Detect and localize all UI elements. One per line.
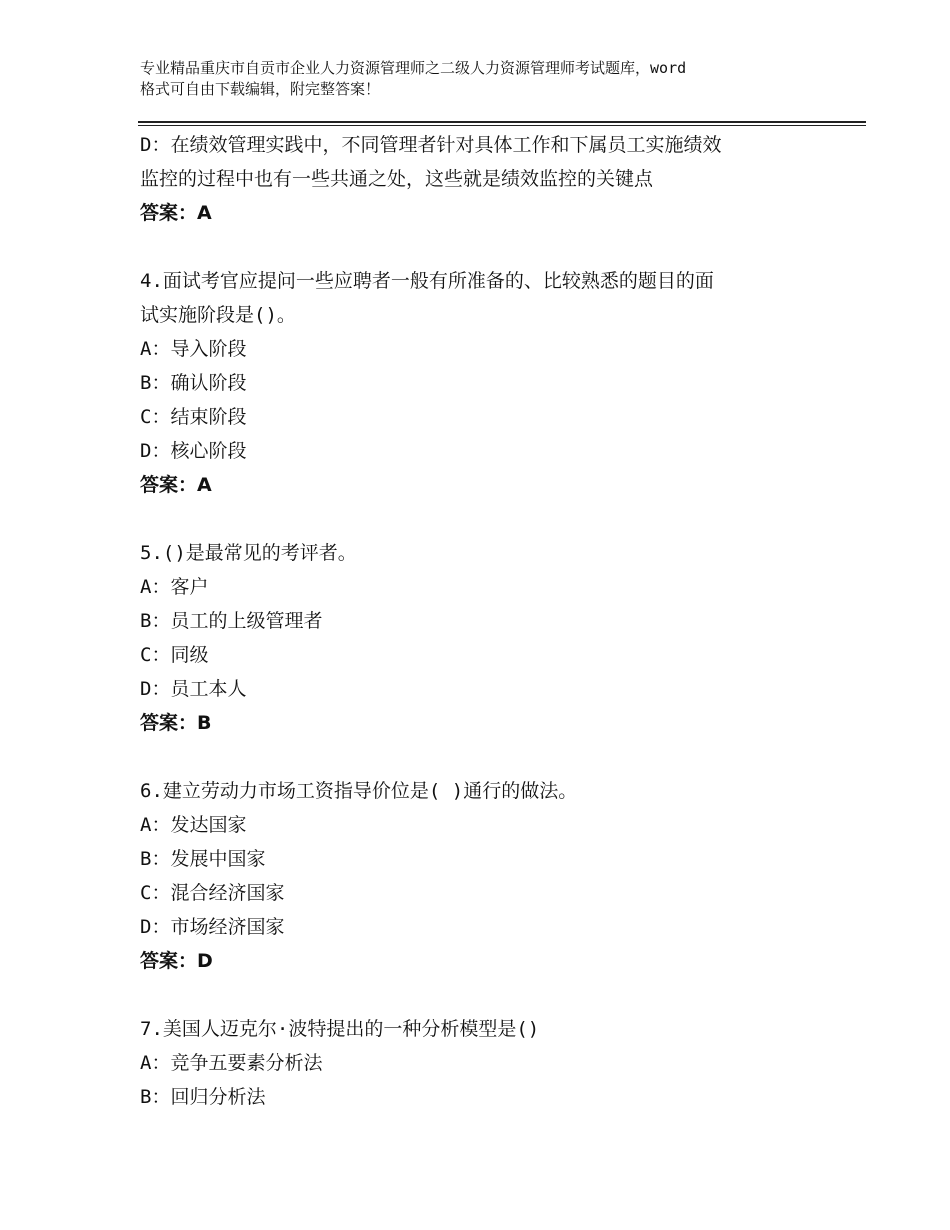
option-b: B：员工的上级管理者 <box>140 610 323 632</box>
option-d: D：核心阶段 <box>140 440 247 462</box>
spacer <box>140 502 840 536</box>
question-6 <box>140 774 840 978</box>
question-7 <box>140 1012 840 1114</box>
option-d-continued: 监控的过程中也有一些共通之处，这些就是绩效监控的关键点 <box>140 168 654 190</box>
option-a: A：导入阶段 <box>140 338 247 360</box>
header-rule-thin <box>138 125 866 126</box>
header-line-2: 格式可自由下载编辑，附完整答案！ <box>140 80 381 98</box>
answer-line: 答案：A <box>140 474 212 496</box>
option-a: A：竞争五要素分析法 <box>140 1052 323 1074</box>
question-stem: 7.美国人迈克尔·波特提出的一种分析模型是() <box>140 1018 540 1040</box>
option-a: A：客户 <box>140 576 209 598</box>
spacer <box>140 230 840 264</box>
question-stem: 5.()是最常见的考评者。 <box>140 542 357 564</box>
option-b: B：发展中国家 <box>140 848 266 870</box>
option-b: B：确认阶段 <box>140 372 247 394</box>
question-stem: 6.建立劳动力市场工资指导价位是( )通行的做法。 <box>140 780 578 802</box>
document-header <box>140 58 840 100</box>
option-a: A：发达国家 <box>140 814 247 836</box>
option-c: C：混合经济国家 <box>140 882 285 904</box>
question-list <box>140 128 840 1114</box>
answer-line: 答案：B <box>140 712 212 734</box>
question-4 <box>140 264 840 502</box>
header-rule-thick <box>138 121 866 123</box>
option-c: C：同级 <box>140 644 209 666</box>
option-c: C：结束阶段 <box>140 406 247 428</box>
answer-line: 答案：A <box>140 202 212 224</box>
option-d: D：在绩效管理实践中，不同管理者针对具体工作和下属员工实施绩效 <box>140 134 722 156</box>
header-line-1: 专业精品重庆市自贡市企业人力资源管理师之二级人力资源管理师考试题库，word <box>140 59 687 77</box>
question-stem-continued: 试实施阶段是()。 <box>140 304 296 326</box>
spacer <box>140 740 840 774</box>
option-b: B：回归分析法 <box>140 1086 266 1108</box>
option-d: D：市场经济国家 <box>140 916 285 938</box>
answer-line: 答案：D <box>140 950 213 972</box>
option-d: D：员工本人 <box>140 678 247 700</box>
question-stem: 4.面试考官应提问一些应聘者一般有所准备的、比较熟悉的题目的面 <box>140 270 714 292</box>
question-3-tail <box>140 128 840 230</box>
spacer <box>140 978 840 1012</box>
question-5 <box>140 536 840 740</box>
